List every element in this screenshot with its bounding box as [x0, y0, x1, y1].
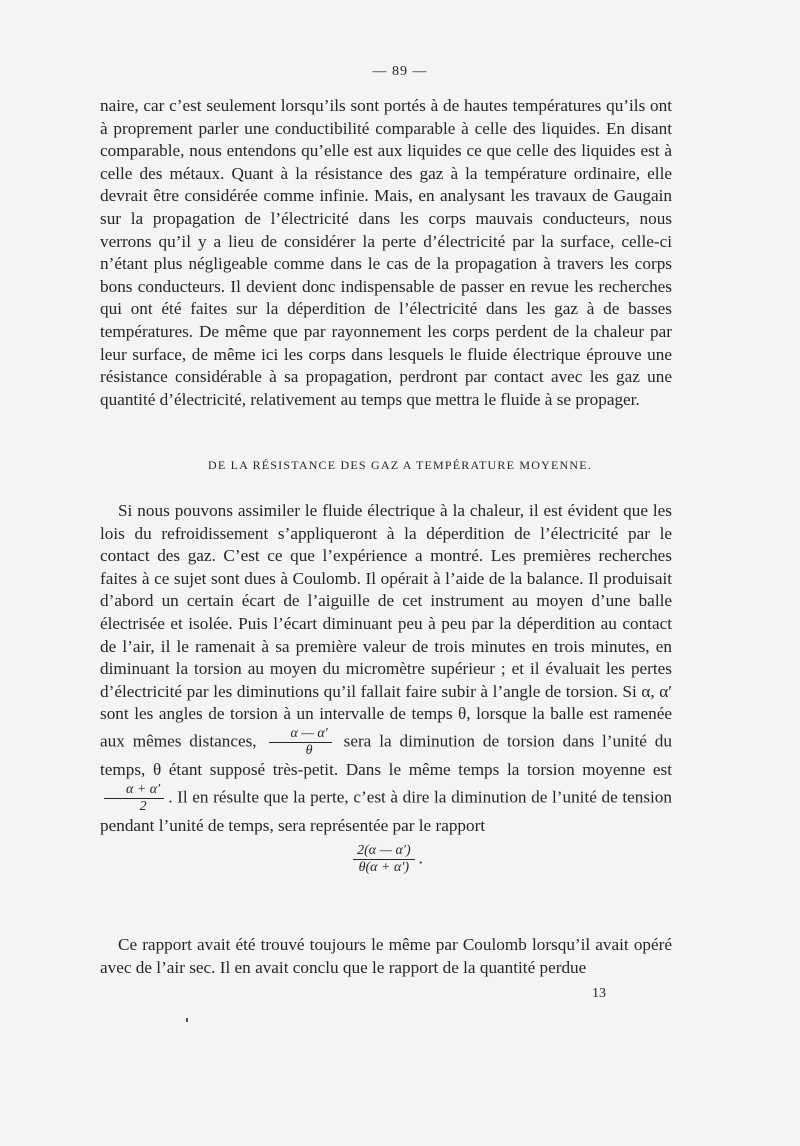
fraction-loss-ratio	[353, 843, 415, 876]
paragraph-intro	[100, 95, 672, 411]
fraction-numerator: α — α′	[269, 726, 332, 743]
paragraph-coulomb	[100, 500, 672, 886]
paragraph-conclusion	[100, 934, 672, 979]
section-heading: DE LA RÉSISTANCE DES GAZ A TEMPÉRATURE MOYENNE.	[208, 458, 592, 472]
fraction-denominator: θ(α + α′)	[358, 860, 410, 876]
paragraph-text: Ce rapport avait été trouvé toujours le même par Coulomb lorsqu’il avait opéré avec de l’air sec. Il en avait conclu que le rapport de la quantité perdue	[100, 935, 672, 977]
display-equation	[100, 843, 672, 876]
fraction-numerator: α + α′	[104, 782, 164, 799]
equation-period: .	[418, 848, 423, 868]
paper-speck	[186, 1018, 188, 1022]
fraction-torsion-rate	[269, 726, 332, 759]
signature-mark: 13	[592, 986, 606, 1001]
fraction-denominator: θ	[305, 742, 313, 758]
paragraph-text: sera la diminution de torsion dans l’unité du temps, θ étant supposé très-petit. Dans le même temps la torsion moyenne est	[100, 731, 672, 779]
paragraph-text: Si nous pouvons assimiler le fluide électrique à la chaleur, il est évident que les lois du refroidissement s’appliqueront à la déperdition de l’électricité par le contact des gaz. C’est ce que l’expérience a montré. Les premières recherches faites à ce sujet sont dues à Coulomb. Il opérait à l’aide de la balance. Il produisait d’abord un certain écart de l’aiguille de cet instrument au moyen d’une balle électrisée et isolée. Puis l’écart diminuant peu à peu par la déperdition au contact de l’air, il le ramenait à sa première valeur de trois minutes en trois minutes, en diminuant la torsion au moyen du micromètre supérieur ; et il évaluait les pertes d’électricité par les diminutions qu’il fallait faire subir à l’angle de torsion. Si α, α′ sont les angles de torsion à un intervalle de temps θ, lorsque la balle est ramenée aux mêmes distances,	[100, 501, 672, 751]
fraction-denominator: 2	[139, 798, 147, 814]
paragraph-text: . Il en résulte que la perte, c’est à dire la diminution de l’unité de tension pendant l’unité de temps, sera représentée par le rapport	[100, 786, 672, 835]
fraction-numerator: 2(α — α′)	[353, 843, 415, 860]
fraction-mean-torsion	[104, 782, 164, 815]
page-number: — 89 —	[372, 64, 428, 79]
paragraph-text: naire, car c’est seulement lorsqu’ils sont portés à de hautes températures qu’ils ont à proprement parler une conductibilité comparable à celle des liquides. En disant comparable, nous entendons qu’elle est aux liquides ce que celle des liquides est à celle des métaux. Quant à la résistance des gaz à la température ordinaire, elle devrait être considérée comme infinie. Mais, en analysant les travaux de Gaugain sur la propagation de l’électricité dans les corps mauvais conducteurs, nous verrons qu’il y a lieu de considérer la perte d’électricité par la surface, celle-ci n’étant plus négligeable comme dans le cas de la propagation à travers les corps bons conducteurs. Il devient donc indispensable de passer en revue les recherches qui ont été faites sur la déperdition de l’électricité dans les gaz à de basses températures. De même que par rayonnement les corps perdent de la chaleur par leur surface, de même ici les corps dans lesquels le fluide électrique éprouve une résistance considérable à sa propagation, perdront par contact avec les gaz une quantité d’électricité, relativement au temps que mettra le fluide à se propager.	[100, 96, 672, 409]
